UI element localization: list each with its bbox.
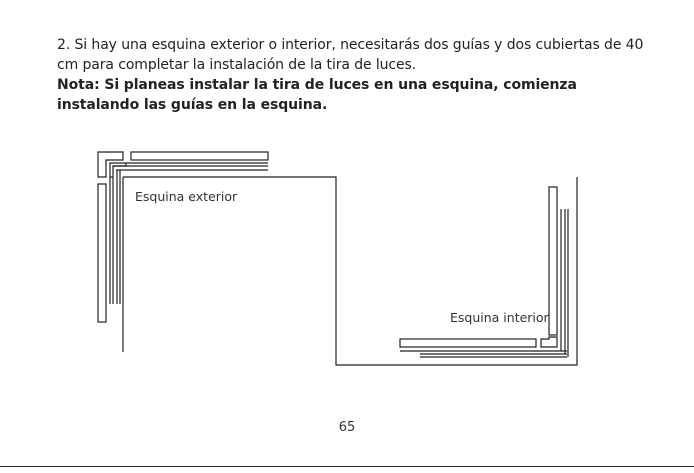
note-paragraph: Nota: Si planeas instalar la tira de luces en una esquina, comienza instalando las guías en la esquina. <box>57 77 577 113</box>
inner-right-guide <box>549 187 557 335</box>
outer-left-guide <box>98 184 106 322</box>
outer-top-guide <box>131 152 268 160</box>
inner-corner-piece <box>541 337 557 347</box>
wall-outline <box>123 177 577 365</box>
outer-corner-label: Esquina exterior <box>135 189 238 204</box>
step-paragraph: 2. Si hay una esquina exterior o interior, necesitarás dos guías y dos cubiertas de 40 cm para completar la instalación de la tira de luces. <box>57 37 644 73</box>
page-number: 65 <box>338 420 356 435</box>
inner-corner-label: Esquina interior <box>450 310 549 325</box>
inner-bottom-guide <box>400 339 536 347</box>
bottom-rule <box>0 466 694 467</box>
